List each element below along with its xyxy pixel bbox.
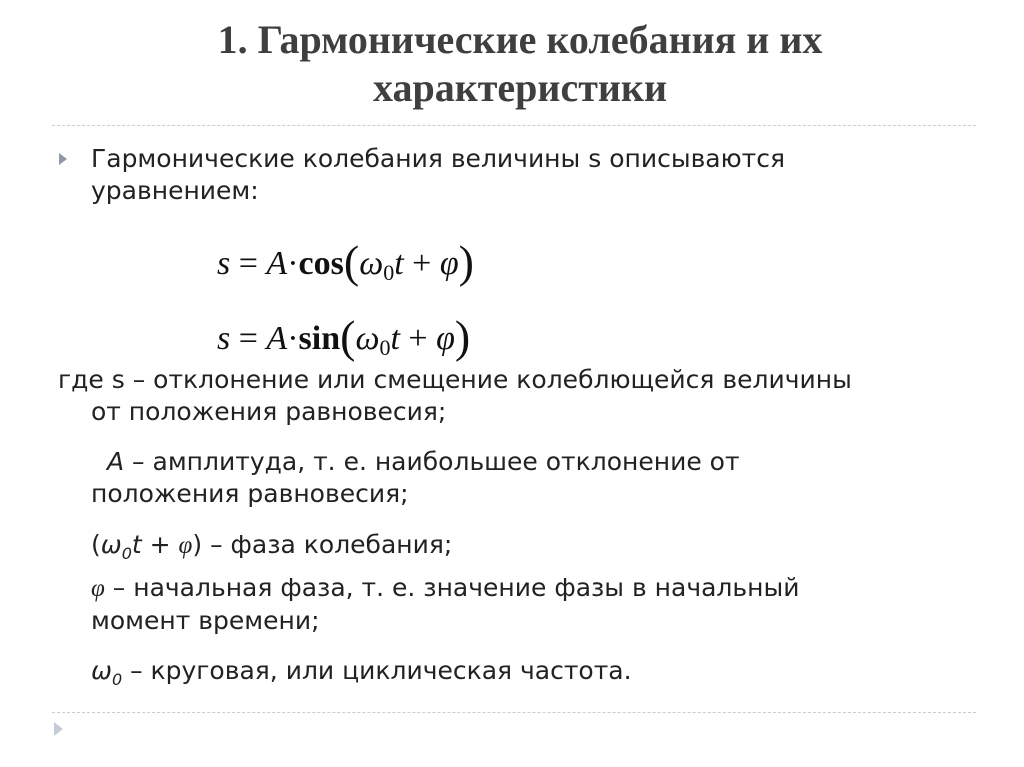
formula-sin-t: t: [390, 320, 400, 357]
intro-paragraph: [91, 143, 785, 207]
formula-cos-omega-sub: 0: [383, 260, 395, 285]
definition-a: [91, 446, 740, 510]
formula-cos-phi: φ: [439, 245, 459, 282]
formula-cos-t: t: [394, 245, 404, 282]
intro-line2: уравнением:: [91, 176, 259, 205]
top-divider: [52, 125, 976, 126]
slide-title: [100, 16, 940, 112]
formula-cos-lhs: s: [217, 245, 231, 282]
formula-sin-omega-sub: 0: [379, 335, 391, 360]
formula-cos-function: cos: [298, 245, 344, 282]
definition-phi-symbol: φ: [91, 575, 105, 602]
formula-cos-open-paren: (: [343, 236, 360, 287]
formula-cos-eq: =: [230, 245, 267, 282]
definition-phase-plus: +: [141, 530, 179, 559]
definition-a-symbol: A: [107, 447, 125, 476]
triangle-bullet-icon: [56, 152, 70, 166]
intro-text-after: описываются: [601, 144, 786, 173]
formula-cos-omega: ω: [359, 245, 384, 282]
formula-cos-amplitude: A: [266, 245, 288, 282]
slide-title-line1: 1. Гармонические колебания и их: [217, 17, 823, 62]
intro-text-before: Гармонические колебания величины: [91, 144, 589, 173]
definition-omega: [91, 655, 632, 696]
formula-sin-close-paren: ): [454, 311, 471, 362]
formula-sin-phi: φ: [436, 320, 455, 357]
definition-phase: [91, 529, 452, 570]
formula-sin-dot: ·: [287, 320, 299, 357]
definition-phase-phi: φ: [178, 532, 193, 559]
definition-phi: [91, 572, 799, 637]
definition-s-prefix: где: [58, 365, 112, 394]
definition-phase-rest: ) – фаза колебания;: [192, 530, 453, 559]
definition-phi-line2: момент времени;: [91, 606, 320, 635]
definition-omega-sub: 0: [111, 670, 123, 689]
formula-sin-function: sin: [298, 320, 341, 357]
formula-cos-close-paren: ): [458, 236, 474, 287]
formula-sin: [217, 310, 470, 363]
definition-phase-t: t: [131, 530, 142, 559]
formula-sin-open-paren: (: [340, 311, 356, 362]
formula-sin-omega: ω: [355, 320, 380, 357]
intro-variable: s: [588, 144, 602, 173]
definition-omega-rest: – круговая, или циклическая частота.: [122, 656, 632, 685]
formula-cos-dot: ·: [287, 245, 299, 282]
formula-sin-amplitude: A: [266, 320, 288, 357]
definition-phase-omega-sub: 0: [121, 544, 132, 563]
definition-phase-open: (: [91, 530, 101, 559]
slide-title-line2: характеристики: [372, 65, 667, 110]
definition-phase-omega: ω: [100, 530, 122, 559]
definition-a-line1: – амплитуда, т. е. наибольшее отклонение от: [124, 447, 740, 476]
bottom-divider: [52, 712, 976, 713]
formula-cos-plus: +: [403, 245, 440, 282]
definition-a-line2: положения равновесия;: [91, 479, 409, 508]
formula-sin-eq: =: [230, 320, 267, 357]
definition-s-line2: от положения равновесия;: [91, 397, 447, 426]
formula-cos: [217, 235, 474, 288]
definition-s: [58, 364, 852, 428]
definition-omega-symbol: ω: [91, 656, 112, 685]
definition-phi-line1: – начальная фаза, т. е. значение фазы в начальный: [104, 573, 800, 602]
slide-marker-icon: [52, 721, 64, 737]
definition-s-line1: – отклонение или смещение колеблющейся величины: [124, 365, 852, 394]
formula-sin-plus: +: [399, 320, 437, 357]
definition-s-symbol: s: [111, 365, 125, 394]
formula-sin-lhs: s: [217, 320, 231, 357]
